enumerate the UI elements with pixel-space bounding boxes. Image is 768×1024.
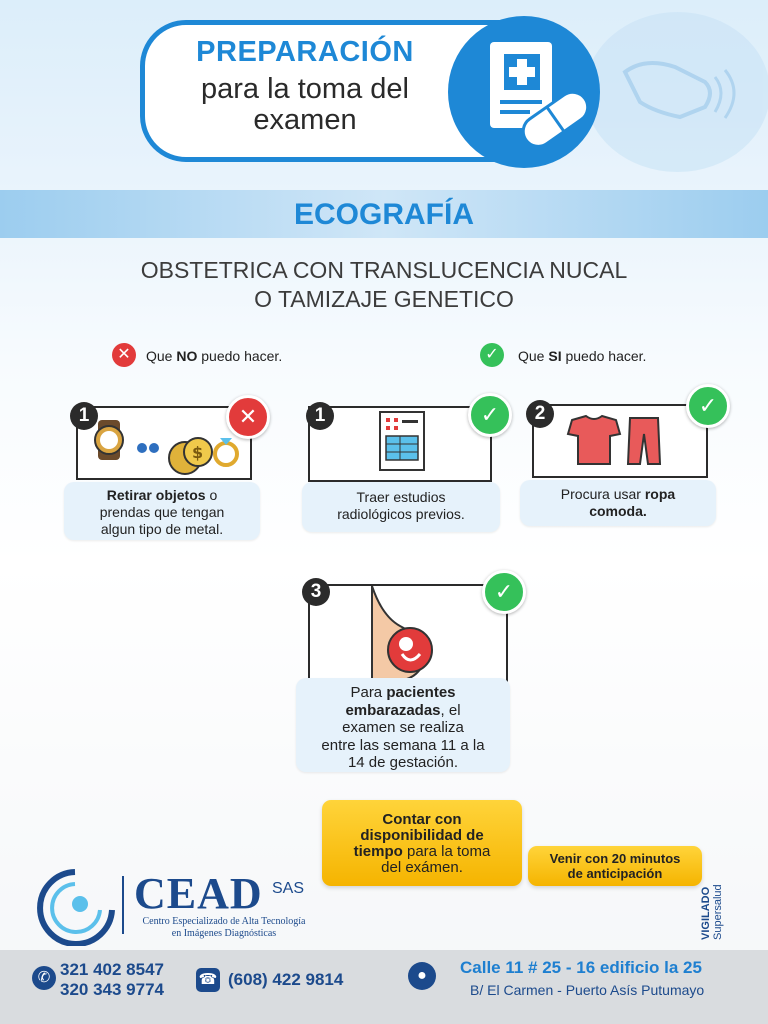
header-subtitle: para la toma del examen — [201, 73, 409, 136]
logo-name: CEAD — [134, 869, 263, 918]
exam-subtitle: OBSTETRICA CON TRANSLUCENCIA NUCAL O TAMIZAJE GENETICO — [140, 257, 628, 312]
card-no-1-caption: Retirar objetos o prendas que tengan algun tipo de metal. — [64, 482, 260, 540]
exam-title: ECOGRAFÍA — [294, 198, 474, 231]
card-yes-1-caption: Traer estudios radiológicos previos. — [302, 482, 500, 532]
check-icon: ✓ — [468, 393, 512, 437]
cead-logo-icon — [30, 866, 120, 946]
medical-document-icon — [448, 16, 600, 168]
card-yes-2-frame — [532, 404, 708, 478]
address-line-1: Calle 11 # 25 - 16 edificio la 25 — [460, 958, 702, 977]
logo-suffix: SAS — [272, 880, 305, 897]
logo-divider — [122, 876, 124, 934]
card-yes-1-frame — [308, 406, 492, 482]
header-title: PREPARACIÓN — [196, 36, 414, 68]
check-icon: ✓ — [480, 343, 504, 367]
arrival-note: Venir con 20 minutos de anticipación — [528, 846, 702, 886]
legend-no: Que NO puedo hacer. — [146, 348, 283, 364]
legend-yes: Que SI puedo hacer. — [518, 348, 647, 364]
availability-note: Contar con disponibilidad de tiempo para la toma del exámen. — [322, 800, 522, 886]
jewelry-icon — [78, 408, 250, 478]
step-number: 2 — [526, 400, 554, 428]
check-icon: ✓ — [482, 570, 526, 614]
logo-tagline: Centro Especializado de Alta Tecnología en Imágenes Diagnósticas — [142, 916, 306, 939]
phone-link-1[interactable]: 321 402 8547 — [60, 960, 164, 979]
clothes-icon — [534, 406, 706, 476]
phone-icon: ☎ — [196, 968, 220, 992]
step-number: 3 — [302, 578, 330, 606]
phone-link-2[interactable]: 320 343 9774 — [60, 980, 164, 999]
whatsapp-icon: ✆ — [32, 966, 56, 990]
card-yes-3-caption: Para pacientes embarazadas, el examen se realiza entre las semana 11 a la 14 de gestación. — [296, 678, 510, 772]
card-yes-3-frame — [308, 584, 508, 684]
landline-link[interactable]: (608) 422 9814 — [228, 970, 344, 989]
cross-icon: ✕ — [226, 395, 270, 439]
step-number: 1 — [70, 402, 98, 430]
card-yes-2-caption: Procura usar ropa comoda. — [520, 480, 716, 526]
vigilado-supersalud: VIGILADO Supersalud — [700, 884, 724, 940]
check-icon: ✓ — [686, 384, 730, 428]
location-pin-icon: ● — [408, 962, 436, 990]
ultrasound-probe-decoration — [585, 12, 768, 172]
cross-icon: ✕ — [112, 343, 136, 367]
step-number: 1 — [306, 402, 334, 430]
mobile-phones — [60, 960, 164, 1000]
document-icon — [310, 408, 490, 480]
address-line-2: B/ El Carmen - Puerto Asís Putumayo — [470, 982, 705, 998]
pregnancy-icon — [310, 586, 506, 682]
svg-text:$: $ — [192, 443, 204, 462]
